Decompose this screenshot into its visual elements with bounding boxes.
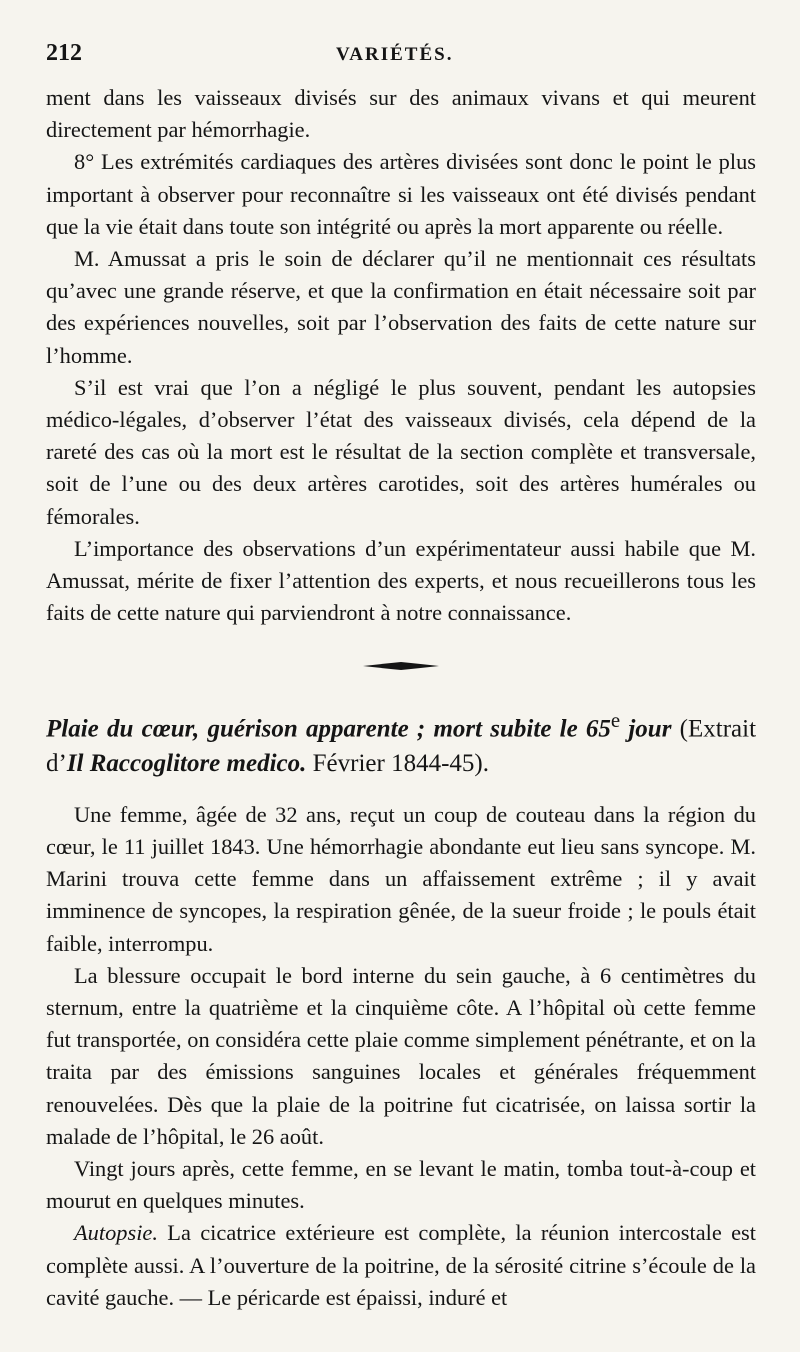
paragraph-continuation: ment dans les vaisseaux divisés sur des animaux vivans et qui meurent directement par hémorrhagie. (46, 85, 756, 143)
section-divider (46, 635, 756, 697)
paragraph-amussat-reserve: M. Amussat a pris le soin de déclarer qu’il ne mentionnait ces résultats qu’avec une grande réserve, et que la confirmation en était nécessaire soit par des expériences nouvelles, soit par l’observation des faits de cette nature sur l’homme. (46, 246, 756, 368)
article-source-open: (Extrait d’ (46, 715, 757, 777)
paragraph-point-8: 8° Les extrémités cardiaques des artères divisées sont donc le point le plus important à observer pour reconnaître si les vaisseaux ont été divisés pendant que la vie était dans toute son intégrité ou après la mort apparente ou réelle. (46, 149, 756, 239)
article-title-main: Plaie du cœur, guérison apparente ; mort subite le 65 (46, 715, 611, 743)
autopsy-label: Autopsie. (74, 1220, 158, 1246)
paragraph-importance: L’importance des observations d’un expérimentateur aussi habile que M. Amussat, mérite de fixer l’attention des experts, et nous recueillerons tous les faits de cette nature qui parviendront à notre connaissance. (46, 535, 756, 626)
ornament-rule-icon (361, 660, 441, 672)
running-head: VARIÉTÉS. (336, 44, 454, 65)
autopsy-text: La cicatrice extérieure est complète, la réunion intercostale est complète aussi. A l’ouverture de la poitrine, de la sérosité citrine s’écoule de la cavité gauche. — Le péricarde est épaissi, induré et (46, 1220, 756, 1310)
article-title (46, 703, 756, 780)
article-source-date: Février 1844-45). (312, 749, 489, 777)
article-title-day: jour (628, 715, 672, 743)
article-source-journal: Il Raccoglitore medico. (66, 749, 307, 777)
paragraph-wound: La blessure occupait le bord interne du sein gauche, à 6 centimètres du sternum, entre la quatrième et la cinquième côte. A l’hôpital où cette femme fut transportée, on considéra cette plaie comme simplement pénétrante, et on la traita par des émissions sanguines locales et générales fréquemment renouvelées. Dès que la plaie de la poitrine fut cicatrisée, on laissa sortir la malade de l’hôpital, le 26 août. (46, 962, 756, 1149)
paragraph-autopsy (46, 1217, 756, 1314)
paragraph-death: Vingt jours après, cette femme, en se levant le matin, tomba tout-à-coup et mourut en quelques minutes. (46, 1156, 756, 1214)
article-title-superscript: e (610, 708, 621, 733)
page-number: 212 (46, 40, 82, 66)
paragraph-case-intro: Une femme, âgée de 32 ans, reçut un coup de couteau dans la région du cœur, le 11 juillet 1843. Une hémorrhagie abondante eut lieu sans syncope. M. Marini trouva cette femme dans un affaissement extrême ; il y avait imminence de syncopes, la respiration gênée, de la sueur froide ; le pouls était faible, interrompu. (46, 801, 756, 956)
page-header (46, 40, 756, 82)
paragraph-autopsies: S’il est vrai que l’on a négligé le plus souvent, pendant les autopsies médico-légales, d’observer l’état des vaisseaux divisés, cela dépend de la rareté des cas où la mort est le résultat de la section complète et transversale, soit de l’une ou des deux artères carotides, soit des artères humérales ou fémorales. (46, 374, 756, 529)
